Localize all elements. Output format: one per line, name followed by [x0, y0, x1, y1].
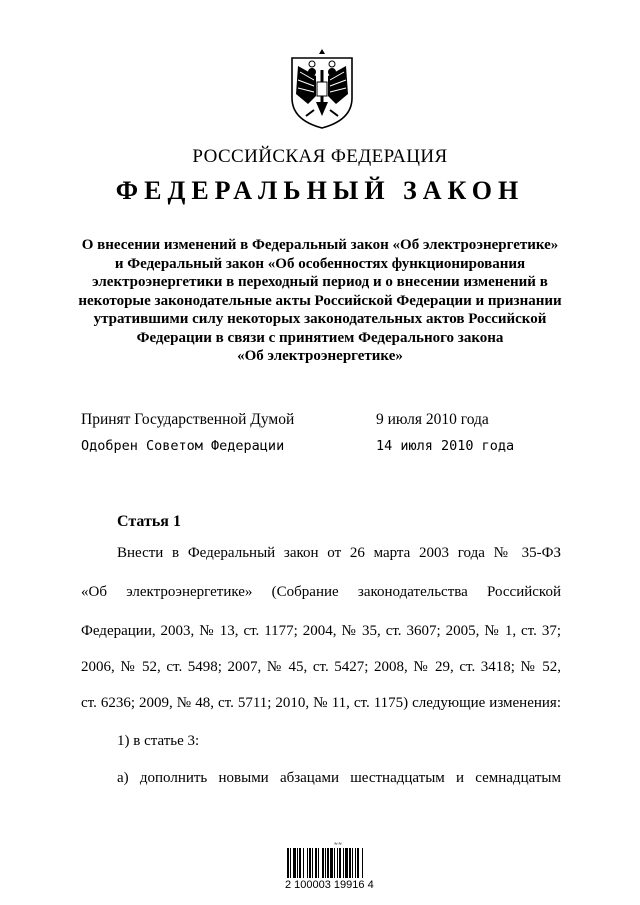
barcode-number: 2 100003 19916 4 [285, 879, 374, 891]
article-text-line: ст. 6236; 2009, № 48, ст. 5711; 2010, № 11, ст. 1175) следующие изменения: [81, 695, 561, 711]
title-line: «Об электроэнергетике» [237, 348, 403, 364]
article-text-line: Внести в Федеральный закон от 26 марта 2003 года № 35-ФЗ [117, 545, 561, 561]
duma-adoption-date: 9 июля 2010 года [376, 411, 489, 428]
country-name: РОССИЙСКАЯ ФЕДЕРАЦИЯ [192, 146, 448, 167]
article-item-1: 1) в статье 3: [117, 733, 200, 749]
barcode [285, 840, 391, 891]
article-text-line: «Об электроэнергетике» (Собрание законодательства Российской [81, 584, 561, 600]
barcode-mark-icon: ≈≈ [333, 841, 343, 847]
document-type: ФЕДЕРАЛЬНЫЙ ЗАКОН [115, 176, 525, 205]
barcode-bars [285, 848, 391, 878]
article-heading: Статья 1 [117, 513, 181, 530]
title-line: О внесении изменений в Федеральный закон «Об электроэнергетике» [81, 237, 559, 253]
title-line: утратившими силу некоторых законодательных актов Российской [93, 311, 547, 327]
council-approval-date: 14 июля 2010 года [376, 438, 515, 454]
article-text-line: 2006, № 52, ст. 5498; 2007, № 45, ст. 5427; 2008, № 29, ст. 3418; № 52, [81, 659, 561, 675]
title-line: некоторые законодательные акты Российской Федерации и признании [78, 292, 562, 309]
title-line: и Федеральный закон «Об особенностях функционирования [114, 255, 526, 272]
title-line: Федерации в связи с принятием Федерального закона [136, 329, 504, 346]
coat-of-arms-icon [286, 46, 358, 130]
duma-adoption-label: Принят Государственной Думой [81, 411, 295, 428]
article-item-a: а) дополнить новыми абзацами шестнадцатым и семнадцатым [117, 770, 561, 786]
title-line: электроэнергетики в переходный период и о внесении изменений в [92, 274, 548, 290]
article-text-line: Федерации, 2003, № 13, ст. 1177; 2004, № 35, ст. 3607; 2005, № 1, ст. 37; [81, 623, 561, 639]
law-title [60, 236, 580, 366]
council-approval-label: Одобрен Советом Федерации [81, 438, 285, 454]
